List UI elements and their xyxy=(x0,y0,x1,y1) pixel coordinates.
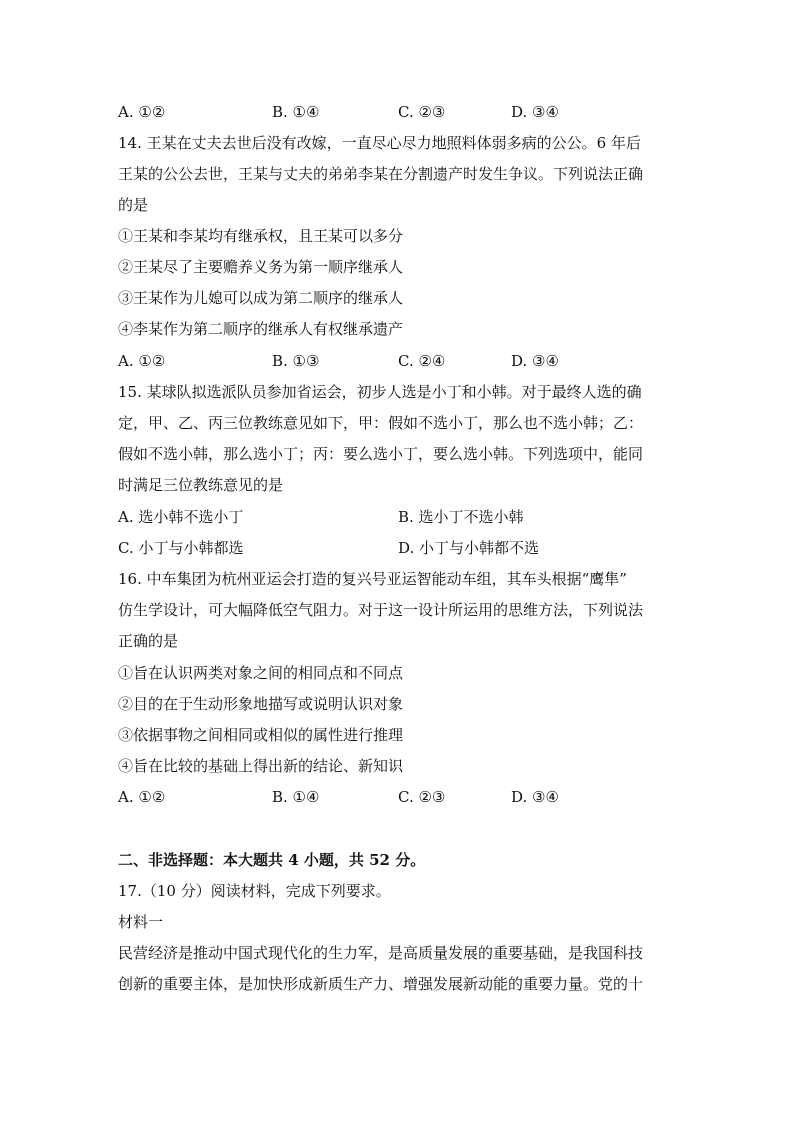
q14-stem-line-3: 的是 xyxy=(118,196,149,214)
q17-material-label: 材料一 xyxy=(118,913,164,931)
q16-stem-line-1: 16. 中车集团为杭州亚运会打造的复兴号亚运智能动车组，其车头根据“鹰隼” xyxy=(118,570,627,588)
q13-option-d: D. ③④ xyxy=(511,103,559,121)
q15-stem-line-3: 假如不选小韩，那么选小丁；丙：要么选小丁，要么选小韩。下列选项中，能同 xyxy=(118,445,644,463)
q16-option-a: A. ①② xyxy=(118,788,166,806)
q16-statement-2: ②目的在于生动形象地描写或说明认识对象 xyxy=(118,695,404,713)
q16-statement-4: ④旨在比较的基础上得出新的结论、新知识 xyxy=(118,757,404,775)
q17-stem: 17.（10 分）阅读材料，完成下列要求。 xyxy=(118,882,391,900)
q13-option-c: C. ②③ xyxy=(398,103,446,121)
q15-option-a: A. 选小韩不选小丁 xyxy=(118,508,244,526)
q14-option-c: C. ②④ xyxy=(398,352,446,370)
q15-stem-line-1: 15. 某球队拟选派队员参加省运会，初步人选是小丁和小韩。对于最终人选的确 xyxy=(118,383,642,401)
q14-stem-line-1: 14. 王某在丈夫去世后没有改嫁，一直尽心尽力地照料体弱多病的公公。6 年后 xyxy=(118,134,641,152)
q15-option-c: C. 小丁与小韩都选 xyxy=(118,539,244,557)
q14-stem-line-2: 王某的公公去世，王某与丈夫的弟弟李某在分割遗产时发生争议。下列说法正确 xyxy=(118,165,644,183)
q16-stem-line-2: 仿生学设计，可大幅降低空气阻力。对于这一设计所运用的思维方法，下列说法 xyxy=(118,601,644,619)
q15-option-b: B. 选小丁不选小韩 xyxy=(398,508,524,526)
q16-statement-1: ①旨在认识两类对象之间的相同点和不同点 xyxy=(118,664,404,682)
q16-statement-3: ③依据事物之间相同或相似的属性进行推理 xyxy=(118,726,404,744)
q16-option-c: C. ②③ xyxy=(398,788,446,806)
q17-material-line-1: 民营经济是推动中国式现代化的生力军，是高质量发展的重要基础，是我国科技 xyxy=(118,944,644,962)
q17-material-line-2: 创新的重要主体，是加快形成新质生产力、增强发展新动能的重要力量。党的十 xyxy=(118,975,644,993)
q14-statement-2: ②王某尽了主要赡养义务为第一顺序继承人 xyxy=(118,258,404,276)
q16-stem-line-3: 正确的是 xyxy=(118,632,179,650)
q13-option-a: A. ①② xyxy=(118,103,166,121)
q15-stem-line-2: 定，甲、乙、丙三位教练意见如下，甲：假如不选小丁，那么也不选小韩；乙： xyxy=(118,414,644,432)
q14-option-b: B. ①③ xyxy=(272,352,320,370)
q13-option-b: B. ①④ xyxy=(272,103,320,121)
q14-statement-3: ③王某作为儿媳可以成为第二顺序的继承人 xyxy=(118,289,404,307)
section-heading: 二、非选择题：本大题共 4 小题，共 52 分。 xyxy=(118,851,426,869)
q14-statement-1: ①王某和李某均有继承权，且王某可以多分 xyxy=(118,227,404,245)
q15-stem-line-4: 时满足三位教练意见的是 xyxy=(118,476,284,494)
q15-option-d: D. 小丁与小韩都不选 xyxy=(398,539,540,557)
q14-option-d: D. ③④ xyxy=(511,352,559,370)
q16-option-b: B. ①④ xyxy=(272,788,320,806)
q14-option-a: A. ①② xyxy=(118,352,166,370)
q14-statement-4: ④李某作为第二顺序的继承人有权继承遗产 xyxy=(118,320,404,338)
q16-option-d: D. ③④ xyxy=(511,788,559,806)
